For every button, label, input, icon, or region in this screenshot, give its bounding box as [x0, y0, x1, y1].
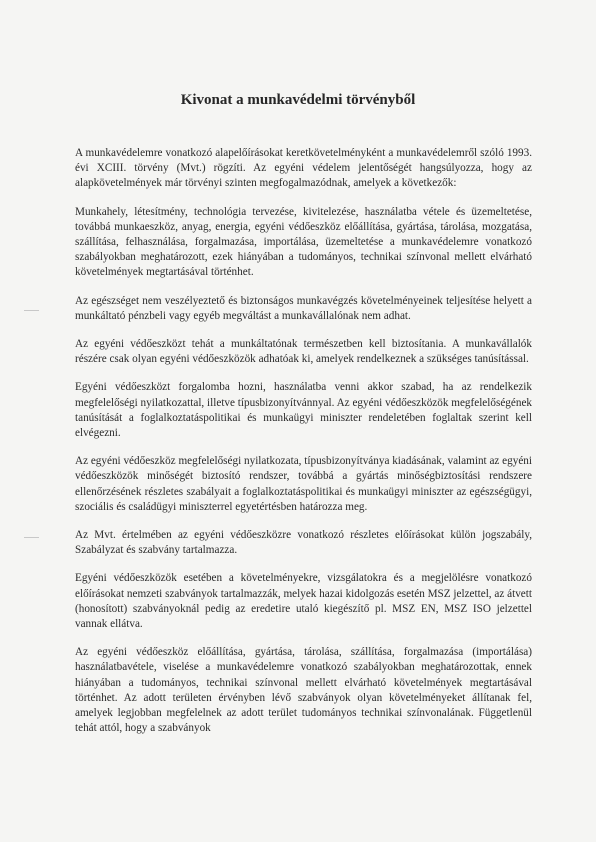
- paragraph: Egyéni védőeszközt forgalomba hozni, használatba venni akkor szabad, ha az rendelkezik megfelelőségi nyilatkozattal, illetve típusbizonyítvánnyal. Az egyéni védőeszközök megfelelőségének tanúsítását a foglalkoztatáspolitikai és munkaügyi miniszter rendeletében foglaltak szerint kell elvégezni.: [75, 381, 532, 440]
- paragraph: Az Mvt. értelmében az egyéni védőeszközre vonatkozó részletes előírásokat külön jogszabály, Szabályzat és szabvány tartalmazza.: [75, 529, 532, 557]
- margin-mark: [24, 537, 39, 538]
- margin-mark: [24, 310, 39, 311]
- paragraph: Az egészséget nem veszélyeztető és biztonságos munkavégzés követelményeinek teljesítése helyett a munkáltató pénzbeli vagy egyéb megváltást a munkavállalónak nem adhat.: [75, 294, 532, 322]
- document-title: Kivonat a munkavédelmi törvényből: [180, 92, 416, 108]
- paragraph: Az egyéni védőeszközt tehát a munkáltatónak természetben kell biztosítania. A munkavállalók részére csak olyan egyéni védőeszközök adhatóak ki, amelyek rendelkeznek a szükséges tanúsítással.: [75, 338, 532, 366]
- paragraph: A munkavédelemre vonatkozó alapelőírásokat keretkövetelményként a munkavédelemről szóló 1993. évi XCIII. törvény (Mvt.) rögzíti. Az egyéni védelem jelentőségét hangsúlyozza, hogy az alapkövetelmények már törvényi szinten megfogalmazódnak, amelyek a következők:: [75, 147, 532, 190]
- paragraph: Az egyéni védőeszköz előállítása, gyártása, tárolása, szállítása, forgalmazása (importálása) használatbavétele, viselése a munkavédelemre vonatkozó szabályokban meghatározottak, ennek hiányában a tudományos, technikai színvonal mellett elvárható követelmények megtartásával történhet. Az adott területen érvényben lévő szabványok olyan követelményeket állítanak fel, amelyek legjobban megfelelnek az adott terület tudományos technikai színvonalának. Függetlenül tehát attól, hogy a szabványok: [75, 646, 532, 735]
- document-body: [75, 146, 532, 750]
- paragraph: Egyéni védőeszközök esetében a követelményekre, vizsgálatokra és a megjelölésre vonatkozó előírásokat nemzeti szabványok tartalmazzák, melyek hazai kidolgozás esetén MSZ jelzettel, az átvett (honosított) szabványoknál pedig az eredetire utaló kiegészítő pl. MSZ EN, MSZ ISO jelzettel vannak ellátva.: [75, 572, 532, 631]
- paragraph: Az egyéni védőeszköz megfelelőségi nyilatkozata, típusbizonyítványa kiadásának, valamint az egyéni védőeszközök minőségét biztosító rendszer, továbbá a gyártás minőségbiztosítási rendszere ellenőrzésének részletes szabályait a foglalkoztatáspolitikai és munkaügyi miniszter az egészségügyi, szociális és családügyi miniszterrel egyetértésben határozza meg.: [75, 455, 532, 513]
- paragraph: Munkahely, létesítmény, technológia tervezése, kivitelezése, használatba vétele és üzemeltetése, továbbá munkaeszköz, anyag, energia, egyéni védőeszköz előállítása, gyártása, tárolása, mozgatása, szállítása, felhasználása, forgalmazása, importálása, üzemeltetése a munkavédelemre vonatkozó szabályokban meghatározott, ezek hiányában a tudományos, technikai színvonal mellett elvárható követelmények megtartásával történhet.: [75, 205, 532, 279]
